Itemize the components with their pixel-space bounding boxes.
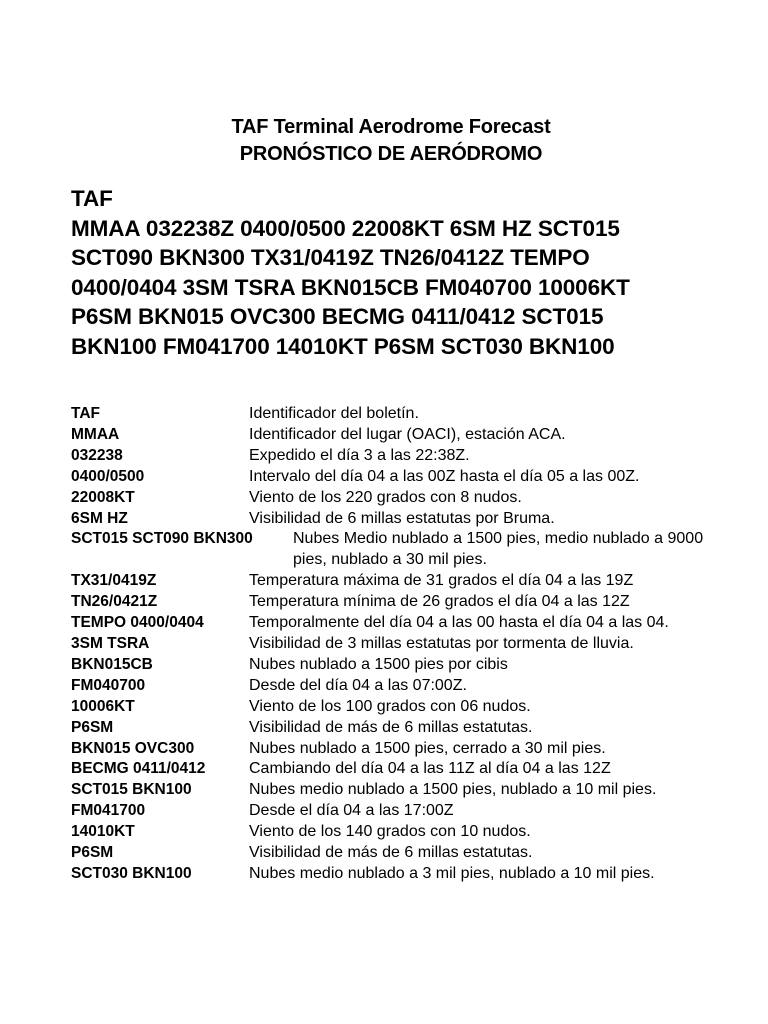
title-english: TAF Terminal Aerodrome Forecast bbox=[231, 116, 551, 138]
legend-description: Desde del día 04 a las 07:00Z. bbox=[249, 676, 467, 694]
legend-description: Viento de los 100 grados con 06 nudos. bbox=[249, 697, 531, 715]
legend-row bbox=[71, 634, 761, 655]
legend-code: BKN015CB bbox=[71, 655, 153, 673]
legend-row bbox=[71, 509, 761, 530]
taf-line: SCT090 BKN300 TX31/0419Z TN26/0412Z TEMPO bbox=[71, 245, 590, 270]
legend-row bbox=[71, 571, 761, 592]
legend-code: SCT015 BKN100 bbox=[71, 781, 192, 799]
legend-description: Identificador del boletín. bbox=[249, 405, 419, 422]
legend-row bbox=[71, 780, 761, 801]
legend-code: 14010KT bbox=[71, 823, 135, 841]
legend-description: Cambiando del día 04 a las 11Z al día 04 a las 12Z bbox=[249, 760, 611, 778]
legend-description: Visibilidad de más de 6 millas estatutas. bbox=[249, 718, 533, 736]
legend-row bbox=[71, 864, 761, 885]
legend-description: Temperatura máxima de 31 grados el día 04 a las 19Z bbox=[249, 572, 634, 590]
legend-description: Visibilidad de más de 6 millas estatutas. bbox=[249, 844, 533, 862]
legend-row bbox=[71, 592, 761, 613]
legend-row bbox=[71, 718, 761, 739]
legend-code: TX31/0419Z bbox=[71, 572, 157, 590]
legend-code: TN26/0421Z bbox=[71, 593, 158, 611]
legend-code: BECMG 0411/0412 bbox=[71, 760, 206, 778]
title-spanish: PRONÓSTICO DE AERÓDROMO bbox=[239, 143, 543, 165]
legend-row bbox=[71, 529, 761, 571]
legend-row bbox=[71, 822, 761, 843]
legend-description: Viento de los 140 grados con 10 nudos. bbox=[249, 823, 531, 841]
legend-code: FM040700 bbox=[71, 676, 146, 694]
legend-description: Intervalo del día 04 a las 00Z hasta el día 05 a las 00Z. bbox=[249, 467, 640, 485]
legend-code: FM041700 bbox=[71, 802, 146, 820]
legend-code: P6SM bbox=[71, 718, 114, 736]
legend-row bbox=[71, 655, 761, 676]
legend-code: SCT015 SCT090 BKN300 bbox=[71, 530, 253, 548]
legend-description: Identificador del lugar (OACI), estación ACA. bbox=[249, 425, 566, 443]
legend-description: Nubes medio nublado a 3 mil pies, nublado a 10 mil pies. bbox=[249, 864, 655, 882]
legend-code: 10006KT bbox=[71, 697, 135, 715]
legend-row bbox=[71, 676, 761, 697]
legend-code: P6SM bbox=[71, 844, 114, 862]
legend-description: Visibilidad de 3 millas estatutas por tormenta de lluvia. bbox=[249, 634, 634, 652]
legend-row bbox=[71, 801, 761, 822]
legend-description: Viento de los 220 grados con 8 nudos. bbox=[249, 488, 522, 506]
taf-report bbox=[71, 184, 761, 361]
taf-line: BKN100 FM041700 14010KT P6SM SCT030 BKN100 bbox=[71, 333, 615, 359]
legend-description: Temporalmente del día 04 a las 00 hasta el día 04 a las 04. bbox=[249, 614, 669, 632]
legend-code: SCT030 BKN100 bbox=[71, 864, 192, 882]
legend-code: 032238 bbox=[71, 446, 123, 464]
legend-description: Visibilidad de 6 millas estatutas por Bruma. bbox=[249, 509, 555, 527]
legend-row bbox=[71, 467, 761, 488]
legend-description: Expedido el día 3 a las 22:38Z. bbox=[249, 446, 470, 464]
legend-description: Nubes medio nublado a 1500 pies, nublado a 10 mil pies. bbox=[249, 781, 657, 799]
taf-legend bbox=[71, 404, 761, 885]
legend-description: Nubes Medio nublado a 1500 pies, medio nublado a 9000 pies, nublado a 30 mil pies. bbox=[293, 530, 704, 569]
legend-code: 0400/0500 bbox=[71, 467, 145, 485]
legend-description: Nubes nublado a 1500 pies, cerrado a 30 mil pies. bbox=[249, 739, 606, 757]
taf-line: 0400/0404 3SM TSRA BKN015CB FM040700 10006KT bbox=[71, 274, 630, 300]
legend-code: TAF bbox=[71, 405, 100, 422]
legend-row bbox=[71, 404, 761, 425]
legend-row bbox=[71, 446, 761, 467]
legend-row bbox=[71, 739, 761, 760]
taf-line: TAF bbox=[71, 186, 113, 211]
legend-code: TEMPO 0400/0404 bbox=[71, 614, 204, 632]
legend-description: Desde el día 04 a las 17:00Z bbox=[249, 802, 454, 820]
legend-code: 22008KT bbox=[71, 488, 135, 506]
legend-row bbox=[71, 843, 761, 864]
document-title bbox=[0, 114, 768, 168]
legend-code: BKN015 OVC300 bbox=[71, 739, 195, 757]
legend-code: 6SM HZ bbox=[71, 509, 128, 527]
taf-line: P6SM BKN015 OVC300 BECMG 0411/0412 SCT015 bbox=[71, 304, 604, 329]
legend-row bbox=[71, 759, 761, 780]
legend-description: Temperatura mínima de 26 grados el día 04 a las 12Z bbox=[249, 593, 630, 611]
legend-row bbox=[71, 425, 761, 446]
legend-code: 3SM TSRA bbox=[71, 634, 150, 652]
legend-row bbox=[71, 697, 761, 718]
legend-row bbox=[71, 613, 761, 634]
legend-code: MMAA bbox=[71, 425, 120, 443]
taf-line: MMAA 032238Z 0400/0500 22008KT 6SM HZ SCT015 bbox=[71, 215, 620, 241]
legend-row bbox=[71, 488, 761, 509]
legend-description: Nubes nublado a 1500 pies por cibis bbox=[249, 655, 508, 673]
